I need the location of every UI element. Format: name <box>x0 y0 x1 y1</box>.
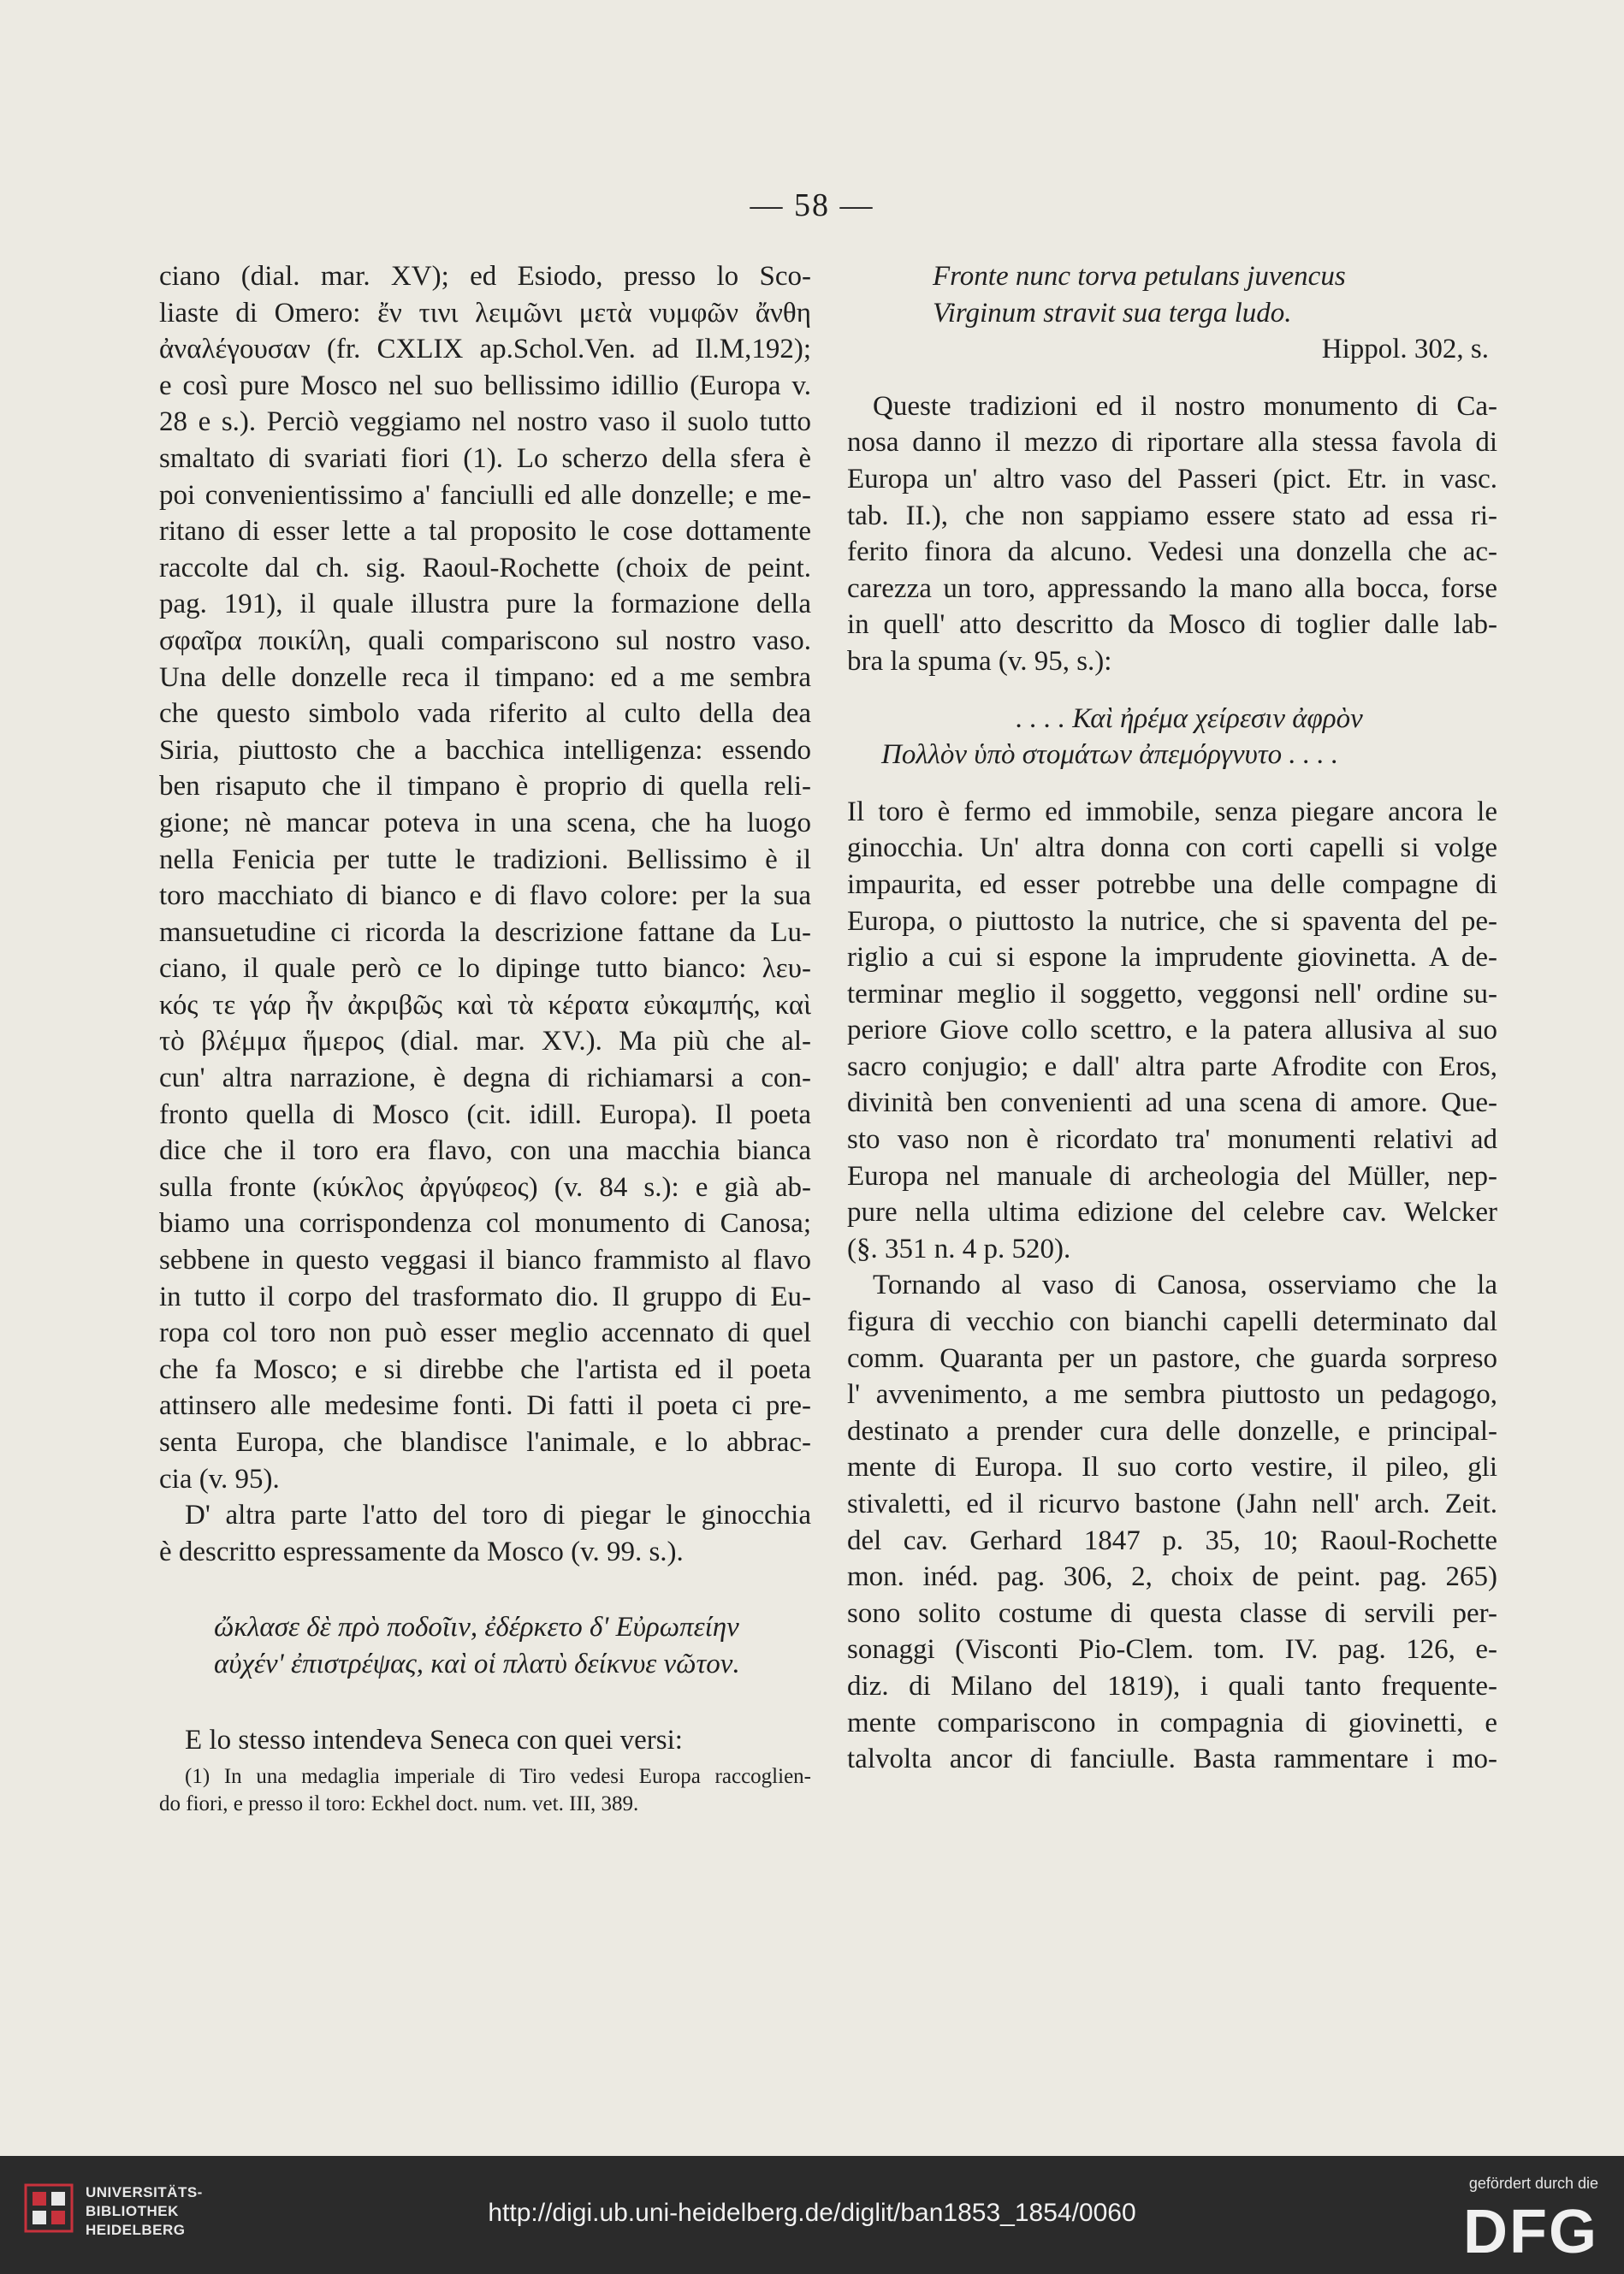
text-line: nosa danno il mezzo di riportare alla stessa favola di <box>847 427 1497 459</box>
text-line: sulla fronte (κύκλος ἀργύφεος) (v. 84 s.): e già ab- <box>159 1171 811 1203</box>
text-line: toro macchiato di bianco e di flavo colore: per la sua <box>159 880 811 912</box>
text-line: liaste di Omero: ἔν τινι λειμῶνι μετὰ νυμφῶν ἄνθη <box>159 297 811 329</box>
text-line: ropa col toro non può esser meglio accennato di quel <box>159 1318 811 1349</box>
text-line: diz. di Milano del 1819), i quali tanto frequente- <box>847 1670 1497 1702</box>
spacer <box>847 773 1497 794</box>
text-line: τὸ βλέμμα ἥμερος (dial. mar. XV.). Ma più che al- <box>159 1026 811 1057</box>
text-line: Una delle donzelle reca il timpano: ed a me sembra <box>159 661 811 693</box>
text-line: cun' altra narrazione, è degna di richiamarsi a con- <box>159 1063 811 1094</box>
text-line: carezza un toro, appressando la mano alla bocca, forse <box>847 572 1497 604</box>
text-line: Tornando al vaso di Canosa, osserviamo che la <box>873 1270 1497 1301</box>
text-line: cia (v. 95). <box>159 1463 280 1495</box>
right-text-column <box>847 258 1497 1778</box>
text-line: ginocchia. Un' altra donna con corti capelli si volge <box>847 832 1497 864</box>
text-line: l' avvenimento, a me sembra piuttosto un pedagogo, <box>847 1379 1497 1411</box>
text-line: sono solito costume di questa classe di servili per- <box>847 1597 1497 1629</box>
text-line: . . . . Καὶ ἠρέμα χείρεσιν ἀφρὸν <box>1016 702 1363 734</box>
text-line: poi convenientissimo a' fanciulli ed alle donzelle; e me- <box>159 479 811 511</box>
text-line: che questo simbolo vada riferito al culto della dea <box>159 698 811 730</box>
library-name-line: BIBLIOTHEK <box>86 2203 179 2219</box>
text-line: ciano, il quale però ce lo dipinge tutto bianco: λευ- <box>159 953 811 985</box>
text-line: Siria, piuttosto che a bacchica intelligenza: essendo <box>159 734 811 766</box>
dfg-logo: DFG <box>1463 2198 1598 2266</box>
text-line: è descritto espressamente da Mosco (v. 99. s.). <box>159 1536 684 1567</box>
text-line: impaurita, ed esser potrebbe una delle compagne di <box>847 868 1497 900</box>
text-line: Hippol. 302, s. <box>1321 334 1489 365</box>
text-line: mente compariscono in compagnia di giovinetti, e <box>847 1707 1497 1738</box>
text-line: riglio a cui si espone la imprudente giovinetta. A de- <box>847 942 1497 974</box>
text-line: del cav. Gerhard 1847 p. 35, 10; Raoul-Rochette <box>847 1525 1497 1556</box>
text-line: dice che il toro era flavo, con una macchia bianca <box>159 1135 811 1167</box>
text-line: κός τε γάρ ἦν ἀκριβῶς καὶ τὰ κέρατα εὐκαμπής, καὶ <box>159 989 811 1021</box>
text-line: 28 e s.). Perciò veggiamo nel nostro vaso il suolo tutto <box>159 406 811 438</box>
text-line: (§. 351 n. 4 p. 520). <box>847 1233 1071 1264</box>
page-number: — 58 — <box>750 187 874 223</box>
text-line: e così pure Mosco nel suo bellissimo idillio (Europa v. <box>159 370 811 401</box>
text-line: ben risaputo che il timpano è proprio di quella reli- <box>159 771 811 802</box>
text-line: do fiori, e presso il toro: Eckhel doct. num. vet. III, 389. <box>159 1792 639 1816</box>
text-line: Πολλὸν ὑπὸ στομάτων ἀπεμόργνυτο . . . . <box>881 739 1339 771</box>
text-line: Fronte nunc torva petulans juvencus <box>933 261 1346 292</box>
text-line: attinsero alle medesime fonti. Di fatti il poeta ci pre- <box>159 1390 811 1422</box>
text-line: smaltato di svariati fiori (1). Lo scherzo della sfera è <box>159 442 811 474</box>
viewer-footer <box>0 2156 1624 2274</box>
text-line: biamo una corrispondenza col monumento di Canosa; <box>159 1208 811 1240</box>
text-line: ritano di esser lette a tal proposito le cose dottamente <box>159 516 811 548</box>
text-line: pag. 191), il quale illustra pure la formazione della <box>159 589 811 620</box>
text-line: figura di vecchio con bianchi capelli determinato dal <box>847 1306 1497 1338</box>
text-line: Queste tradizioni ed il nostro monumento di Ca- <box>873 390 1497 422</box>
library-name-line: HEIDELBERG <box>86 2222 186 2238</box>
text-line: ὤκλασε δὲ πρὸ ποδοῖιν, ἐδέρκετο δ' Εὐρωπείην <box>214 1612 739 1643</box>
text-line: in quell' atto descritto da Mosco di toglier dalle lab- <box>847 609 1497 641</box>
text-line: sonaggi (Visconti Pio-Clem. tom. IV. pag. 126, e- <box>847 1634 1497 1666</box>
text-line: talvolta ancor di fanciulle. Basta rammentare i mo- <box>847 1744 1497 1775</box>
spacer <box>159 1570 811 1609</box>
document-url-link[interactable]: http://digi.ub.uni-heidelberg.de/diglit/ban1853_1854/0060 <box>488 2199 1136 2227</box>
text-line: tab. II.), che non sappiamo essere stato ad essa ri- <box>847 500 1497 531</box>
text-line: sebbene in questo veggasi il bianco frammisto al flavo <box>159 1245 811 1276</box>
text-line: E lo stesso intendeva Seneca con quei versi: <box>185 1724 683 1756</box>
text-line: terminar meglio il soggetto, veggonsi nell' ordine su- <box>847 978 1497 1010</box>
text-line: mon. inéd. pag. 306, 2, choix de peint. pag. 265) <box>847 1561 1497 1593</box>
text-line: ἀναλέγουσαν (fr. CXLIX ap.Schol.Ven. ad Il.M,192); <box>159 334 811 365</box>
text-line: nella Fenicia per tutte le tradizioni. Bellissimo è il <box>159 844 811 875</box>
left-text-column <box>159 258 811 1818</box>
text-line: sacro conjugio; e dall' altra parte Afrodite con Eros, <box>847 1051 1497 1082</box>
text-line: sto vaso non è ricordato tra' monumenti relativi ad <box>847 1124 1497 1156</box>
text-line: mansuetudine ci ricorda la descrizione fattane da Lu- <box>159 916 811 948</box>
text-line: Europa nel manuale di archeologia del Müller, nep- <box>847 1160 1497 1192</box>
text-line: divinità ben convenienti ad una scena di amore. Que- <box>847 1087 1497 1119</box>
text-line: pure nella ultima edizione del celebre cav. Welcker <box>847 1197 1497 1229</box>
text-line: αὐχέν' ἐπιστρέψας, καὶ οἱ πλατὺ δείκνυε νῶτον. <box>214 1648 740 1679</box>
spacer <box>847 680 1497 701</box>
text-line: Virginum stravit sua terga ludo. <box>933 297 1292 329</box>
text-line: raccolte dal ch. sig. Raoul-Rochette (choix de peint. <box>159 552 811 583</box>
text-line: Europa un' altro vaso del Passeri (pict. Etr. in vasc. <box>847 463 1497 494</box>
text-line: comm. Quaranta per un pastore, che guarda sorpreso <box>847 1342 1497 1374</box>
text-line: bra la spuma (v. 95, s.): <box>847 645 1112 677</box>
text-line: Europa, o piuttosto la nutrice, che si spaventa del pe- <box>847 905 1497 937</box>
text-line: fronto quella di Mosco (cit. idill. Europa). Il poeta <box>159 1099 811 1130</box>
text-line: destinato a prender cura delle donzelle, e principal- <box>847 1415 1497 1447</box>
text-line: mente di Europa. Il suo corto vestire, il pileo, gli <box>847 1452 1497 1483</box>
text-line: ferito finora da alcuno. Vedesi una donzella che ac- <box>847 536 1497 568</box>
spacer <box>847 368 1497 388</box>
text-line: periore Giove collo scettro, e la patera allusiva al suo <box>847 1015 1497 1046</box>
text-line: D' altra parte l'atto del toro di piegar le ginocchia <box>185 1500 811 1531</box>
text-line: σφαῖρα ποικίλη, quali compariscono sul nostro vaso. <box>159 625 811 656</box>
text-line: in tutto il corpo del trasformato dio. Il gruppo di Eu- <box>159 1281 811 1312</box>
text-line: ciano (dial. mar. XV); ed Esiodo, presso lo Sco- <box>159 261 811 292</box>
text-line: che fa Mosco; e si direbbe che l'artista ed il poeta <box>159 1353 811 1385</box>
text-line: senta Europa, che blandisce l'animale, e lo abbrac- <box>159 1427 811 1458</box>
spacer <box>159 1683 811 1722</box>
library-name-line: UNIVERSITÄTS- <box>86 2184 203 2200</box>
text-line: gione; nè mancar poteva in una scena, che ha luogo <box>159 807 811 838</box>
funded-by-label: gefördert durch die <box>1468 2175 1598 2192</box>
text-line: (1) In una medaglia imperiale di Tiro vedesi Europa raccoglien- <box>185 1765 811 1789</box>
text-line: stivaletti, ed il ricurvo bastone (Jahn nell' arch. Zeit. <box>847 1489 1497 1519</box>
text-line: Il toro è fermo ed immobile, senza piegare ancora le <box>847 796 1497 827</box>
